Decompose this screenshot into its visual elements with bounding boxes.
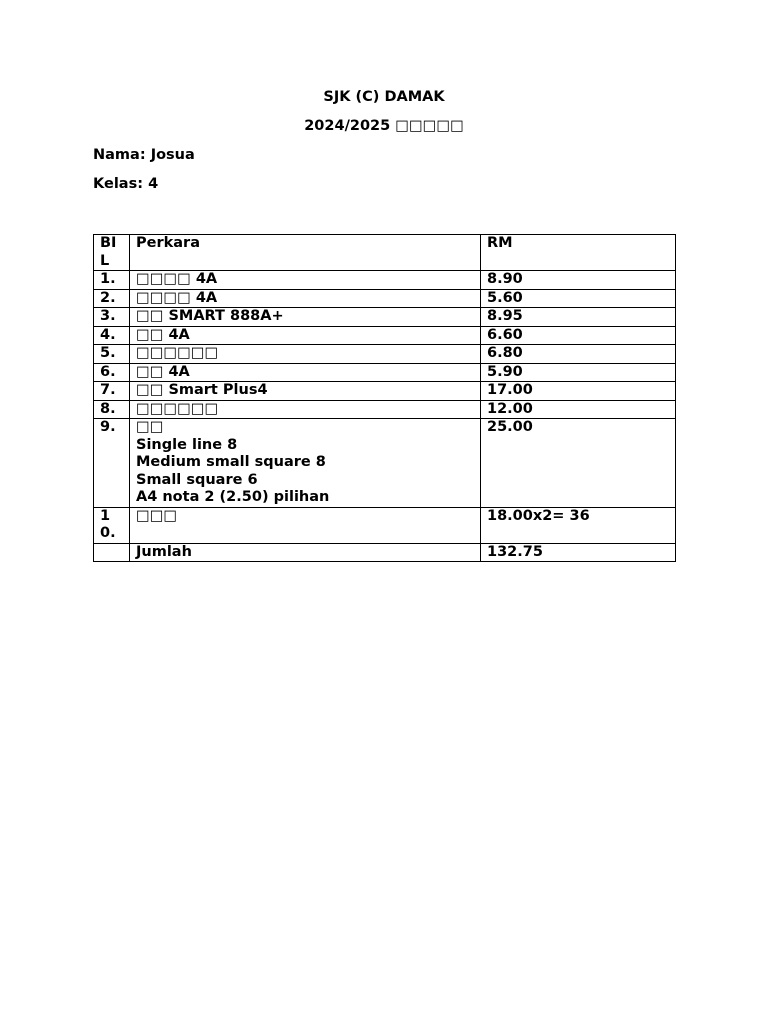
row-bil: 6. (94, 363, 130, 382)
table-row (94, 326, 676, 345)
header-rm: RM (481, 235, 676, 271)
table-row (94, 543, 676, 562)
row-bil: 3. (94, 308, 130, 327)
row-item (130, 400, 481, 419)
row-rm: 6.60 (481, 326, 676, 345)
row-rm: 132.75 (481, 543, 676, 562)
header-perkara: Perkara (130, 235, 481, 271)
row-item-line: □□□□□□ (136, 400, 219, 417)
row-item-line: Single line 8 (136, 436, 238, 453)
class-label: Kelas: (93, 176, 143, 192)
student-class-field (93, 175, 158, 193)
row-rm: 6.80 (481, 345, 676, 364)
row-rm: 18.00x2= 36 (481, 507, 676, 543)
row-bil: 8. (94, 400, 130, 419)
row-item-line: A4 nota 2 (2.50) pilihan (136, 489, 330, 505)
row-item-line: □□□□□□ (136, 345, 219, 361)
row-item (130, 382, 481, 401)
row-bil (94, 543, 130, 562)
row-rm: 17.00 (481, 382, 676, 401)
row-item (130, 363, 481, 382)
row-bil: 4. (94, 326, 130, 345)
table-row (94, 308, 676, 327)
row-item-line: □□ 4A (136, 326, 190, 343)
table-row (94, 271, 676, 290)
row-bil: 7. (94, 382, 130, 401)
row-rm: 5.90 (481, 363, 676, 382)
school-name: SJK (C) DAMAK (323, 89, 445, 105)
name-value: Josua (150, 147, 195, 163)
row-rm: 25.00 (481, 419, 676, 508)
table-row (94, 419, 676, 508)
row-item-line: Jumlah (136, 543, 192, 560)
row-item-line: Small square 6 (136, 471, 258, 488)
row-rm: 8.95 (481, 308, 676, 327)
row-item (130, 271, 481, 290)
student-name-field (93, 146, 195, 164)
book-list-table (93, 234, 676, 562)
row-rm: 5.60 (481, 289, 676, 308)
row-item (130, 326, 481, 345)
row-item-line: □□□□ 4A (136, 271, 218, 287)
row-item (130, 419, 481, 508)
row-item-line: □□ Smart Plus4 (136, 382, 268, 398)
row-item (130, 543, 481, 562)
table-row (94, 400, 676, 419)
row-item-line: □□ (136, 419, 164, 435)
name-label: Nama: (93, 147, 146, 163)
row-rm: 8.90 (481, 271, 676, 290)
class-value: 4 (148, 176, 159, 192)
row-item (130, 289, 481, 308)
row-item-line: □□ SMART 888A+ (136, 308, 284, 324)
row-bil: 10. (94, 507, 130, 543)
row-bil: 1. (94, 271, 130, 290)
row-rm: 12.00 (481, 400, 676, 419)
table-row (94, 382, 676, 401)
table-row (94, 363, 676, 382)
row-item (130, 507, 481, 543)
row-bil: 5. (94, 345, 130, 364)
header-bil: BIL (94, 235, 130, 271)
row-bil: 2. (94, 289, 130, 308)
row-item-line: Medium small square 8 (136, 454, 326, 470)
table-row (94, 345, 676, 364)
row-item-line: □□□ (136, 507, 178, 524)
row-item-line: □□□□ 4A (136, 289, 218, 306)
row-item (130, 308, 481, 327)
table-row (94, 289, 676, 308)
row-bil: 9. (94, 419, 130, 508)
academic-year: 2024/2025 □□□□□ (304, 118, 464, 134)
table-header-row (94, 235, 676, 271)
row-item-line: □□ 4A (136, 363, 190, 380)
row-item (130, 345, 481, 364)
table-row (94, 507, 676, 543)
